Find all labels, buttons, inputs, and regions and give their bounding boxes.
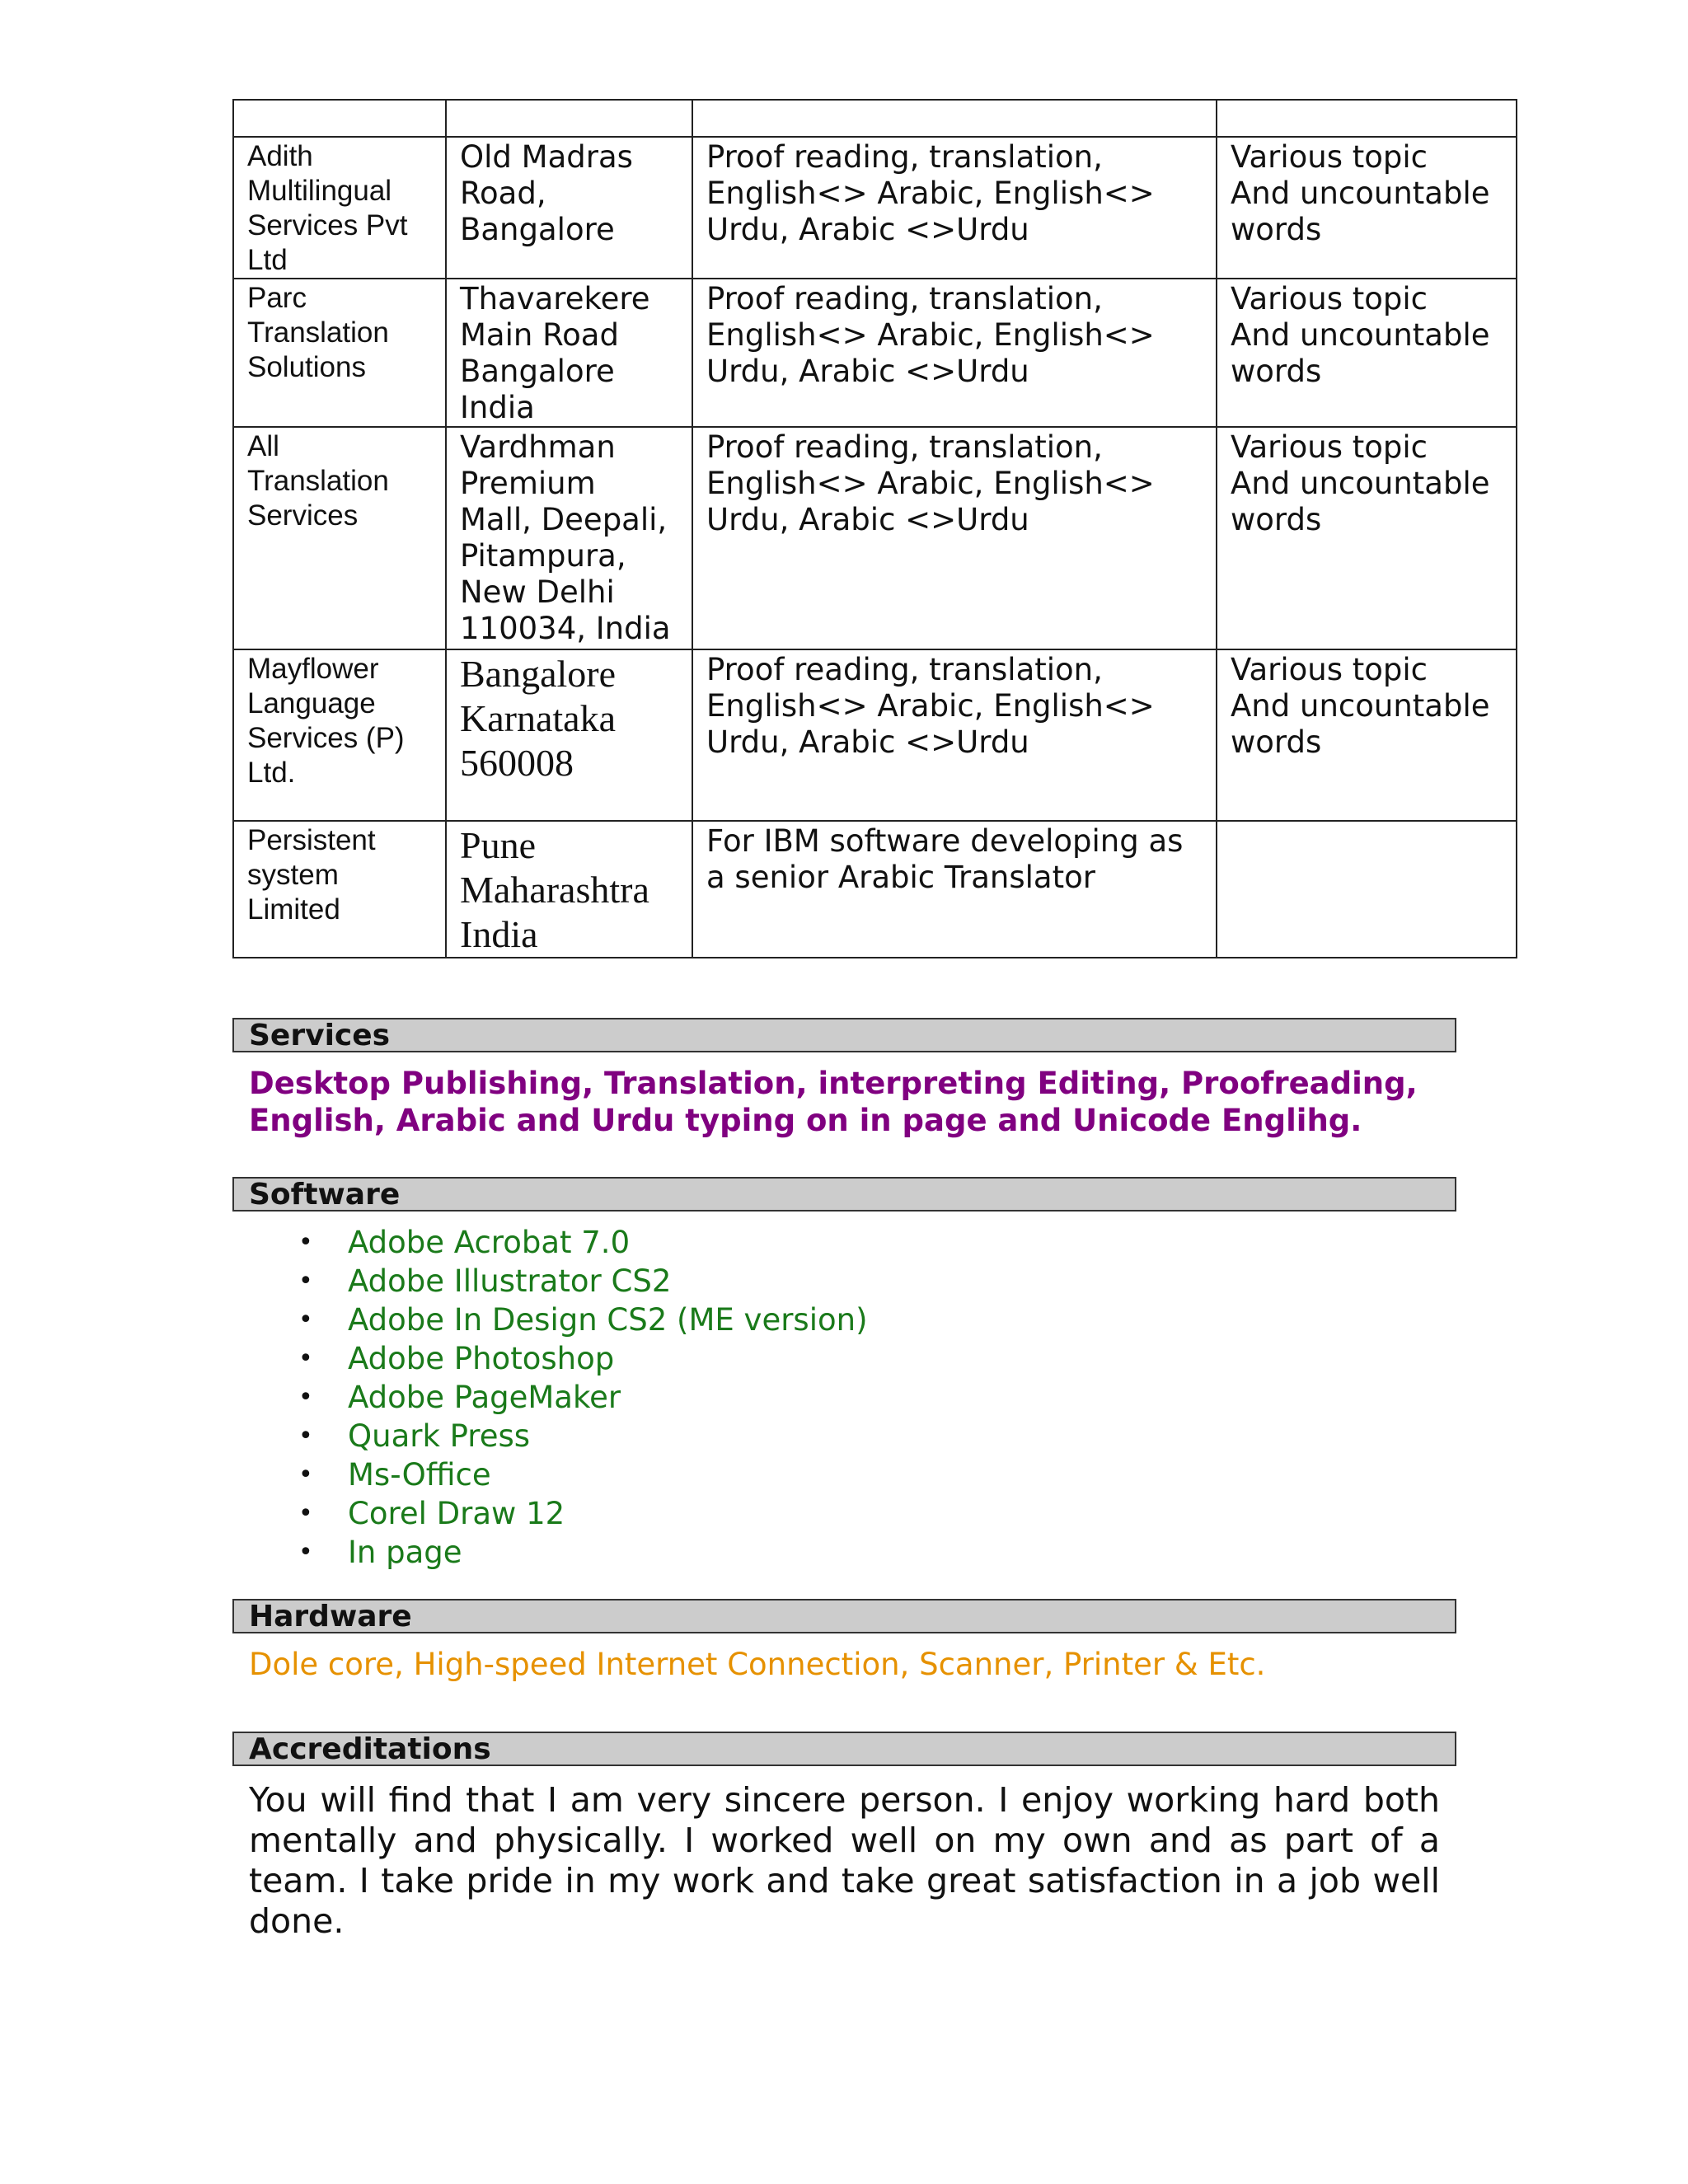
bullet-icon: • bbox=[298, 1422, 313, 1451]
volume-cell bbox=[1217, 137, 1517, 279]
services-cell bbox=[692, 427, 1217, 649]
bullet-icon: • bbox=[298, 1267, 313, 1296]
cell-line: Persistent bbox=[247, 824, 376, 856]
cell-line: Services (P) bbox=[247, 722, 405, 754]
list-item bbox=[288, 1339, 868, 1378]
software-list bbox=[288, 1223, 868, 1572]
location-cell bbox=[446, 427, 692, 649]
hardware-heading: Hardware bbox=[232, 1599, 1456, 1633]
services-cell bbox=[692, 137, 1217, 279]
software-item: Adobe PageMaker bbox=[348, 1380, 621, 1415]
cell-line: Translation bbox=[247, 465, 389, 497]
cell-line: India bbox=[460, 390, 535, 425]
location-cell bbox=[446, 137, 692, 279]
list-item bbox=[288, 1533, 868, 1572]
cell-line: words bbox=[1231, 212, 1322, 247]
cell-line: Old Madras bbox=[460, 139, 633, 175]
cell-line: Services Pvt bbox=[247, 209, 408, 241]
hardware-text: Dole core, High-speed Internet Connection, Scanner, Printer & Etc. bbox=[249, 1647, 1266, 1682]
cell-line: English<> Arabic, English<> bbox=[706, 466, 1155, 501]
cell-line: Various topic bbox=[1231, 652, 1428, 687]
experience-table bbox=[232, 99, 1517, 958]
cell-line: And uncountable bbox=[1231, 317, 1490, 353]
volume-cell bbox=[1217, 821, 1517, 958]
cell-line: Multilingual bbox=[247, 175, 392, 207]
cell-line: New Delhi bbox=[460, 574, 615, 610]
cell-line: English<> Arabic, English<> bbox=[706, 317, 1155, 353]
software-item: Quark Press bbox=[348, 1418, 531, 1454]
location-cell bbox=[446, 100, 692, 137]
company-name-cell bbox=[233, 821, 446, 958]
software-item: Ms-Office bbox=[348, 1457, 491, 1493]
cell-line: Karnataka bbox=[460, 697, 616, 739]
software-item: Adobe Photoshop bbox=[348, 1341, 615, 1376]
cell-line: 560008 bbox=[460, 742, 574, 784]
bullet-icon: • bbox=[298, 1538, 313, 1567]
cell-line: India bbox=[460, 913, 538, 955]
services-heading: Services bbox=[232, 1018, 1456, 1052]
cell-line: Bangalore bbox=[460, 212, 615, 247]
cell-line: Ltd bbox=[247, 244, 288, 276]
cell-line: English<> Arabic, English<> bbox=[706, 176, 1155, 211]
bullet-icon: • bbox=[298, 1305, 313, 1334]
list-item bbox=[288, 1494, 868, 1533]
cell-line: Solutions bbox=[247, 351, 366, 383]
list-item bbox=[288, 1455, 868, 1494]
cell-line: system bbox=[247, 859, 339, 891]
software-item: Adobe In Design CS2 (ME version) bbox=[348, 1302, 868, 1338]
table-row bbox=[233, 100, 1517, 137]
cell-line: Parc bbox=[247, 282, 307, 314]
list-item bbox=[288, 1301, 868, 1339]
cell-line: Main Road bbox=[460, 317, 619, 353]
cell-line: Urdu, Arabic <>Urdu bbox=[706, 212, 1029, 247]
cell-line: words bbox=[1231, 354, 1322, 389]
cell-line: Maharashtra bbox=[460, 869, 649, 911]
services-cell bbox=[692, 100, 1217, 137]
cell-line: Urdu, Arabic <>Urdu bbox=[706, 354, 1029, 389]
cell-line: Various topic bbox=[1231, 281, 1428, 316]
cell-line: Limited bbox=[247, 893, 340, 926]
services-cell bbox=[692, 649, 1217, 821]
table-row bbox=[233, 821, 1517, 958]
cell-line: Thavarekere bbox=[460, 281, 650, 316]
table-row bbox=[233, 279, 1517, 427]
cell-line: Pune bbox=[460, 824, 536, 866]
volume-cell bbox=[1217, 279, 1517, 427]
cell-line: 110034, India bbox=[460, 611, 671, 646]
cell-line: Ltd. bbox=[247, 757, 296, 789]
services-cell bbox=[692, 821, 1217, 958]
cell-line: English<> Arabic, English<> bbox=[706, 688, 1155, 724]
cell-line: Bangalore bbox=[460, 354, 615, 389]
cell-line: Bangalore bbox=[460, 653, 617, 695]
location-cell bbox=[446, 821, 692, 958]
cell-line: For IBM software developing as bbox=[706, 823, 1184, 859]
bullet-icon: • bbox=[298, 1499, 313, 1528]
cell-line: Road, bbox=[460, 176, 546, 211]
cell-line: Pitampura, bbox=[460, 538, 626, 574]
services-cell bbox=[692, 279, 1217, 427]
company-name-cell bbox=[233, 649, 446, 821]
list-item bbox=[288, 1262, 868, 1301]
cell-line: Services bbox=[247, 499, 359, 532]
cell-line: And uncountable bbox=[1231, 466, 1490, 501]
bullet-icon: • bbox=[298, 1383, 313, 1412]
cell-line: words bbox=[1231, 724, 1322, 760]
cell-line: All bbox=[247, 430, 279, 462]
software-item: Corel Draw 12 bbox=[348, 1496, 565, 1531]
cell-line: Language bbox=[247, 687, 376, 719]
bullet-icon: • bbox=[298, 1460, 313, 1489]
company-name-cell bbox=[233, 427, 446, 649]
bullet-icon: • bbox=[298, 1344, 313, 1373]
volume-cell bbox=[1217, 427, 1517, 649]
table-row bbox=[233, 137, 1517, 279]
cell-line: a senior Arabic Translator bbox=[706, 860, 1095, 895]
bullet-icon: • bbox=[298, 1228, 313, 1257]
cell-line: Mayflower bbox=[247, 653, 379, 685]
software-item: Adobe Acrobat 7.0 bbox=[348, 1225, 631, 1260]
cell-line: Urdu, Arabic <>Urdu bbox=[706, 502, 1029, 537]
cell-line: And uncountable bbox=[1231, 176, 1490, 211]
location-cell bbox=[446, 279, 692, 427]
software-heading: Software bbox=[232, 1177, 1456, 1212]
accreditations-text: You will find that I am very sincere person. I enjoy working hard both mentally and physically. I worked well on my own and as part of a team. I take pride in my work and take great satisfaction in a job well done. bbox=[249, 1780, 1440, 1941]
table-row bbox=[233, 649, 1517, 821]
cell-line: Adith bbox=[247, 140, 313, 172]
cell-line: words bbox=[1231, 502, 1322, 537]
volume-cell bbox=[1217, 649, 1517, 821]
services-text: Desktop Publishing, Translation, interpreting Editing, Proofreading, English, Arabic and Urdu typing on in page and Unicode Englihg. bbox=[249, 1066, 1418, 1138]
company-name-cell bbox=[233, 137, 446, 279]
list-item bbox=[288, 1223, 868, 1262]
location-cell bbox=[446, 649, 692, 821]
volume-cell bbox=[1217, 100, 1517, 137]
software-item: In page bbox=[348, 1535, 462, 1570]
cell-line: Various topic bbox=[1231, 139, 1428, 175]
cell-line: Vardhman bbox=[460, 429, 616, 465]
table-row bbox=[233, 427, 1517, 649]
list-item bbox=[288, 1417, 868, 1455]
cell-line: And uncountable bbox=[1231, 688, 1490, 724]
cell-line: Proof reading, translation, bbox=[706, 139, 1103, 175]
cell-line: Proof reading, translation, bbox=[706, 281, 1103, 316]
cell-line: Urdu, Arabic <>Urdu bbox=[706, 724, 1029, 760]
company-name-cell bbox=[233, 279, 446, 427]
cell-line: Proof reading, translation, bbox=[706, 429, 1103, 465]
accreditations-heading: Accreditations bbox=[232, 1732, 1456, 1766]
company-name-cell bbox=[233, 100, 446, 137]
cell-line: Various topic bbox=[1231, 429, 1428, 465]
cell-line: Mall, Deepali, bbox=[460, 502, 668, 537]
software-item: Adobe Illustrator CS2 bbox=[348, 1263, 672, 1299]
cell-line: Proof reading, translation, bbox=[706, 652, 1103, 687]
cell-line: Premium bbox=[460, 466, 596, 501]
cell-line: Translation bbox=[247, 316, 389, 349]
list-item bbox=[288, 1378, 868, 1417]
